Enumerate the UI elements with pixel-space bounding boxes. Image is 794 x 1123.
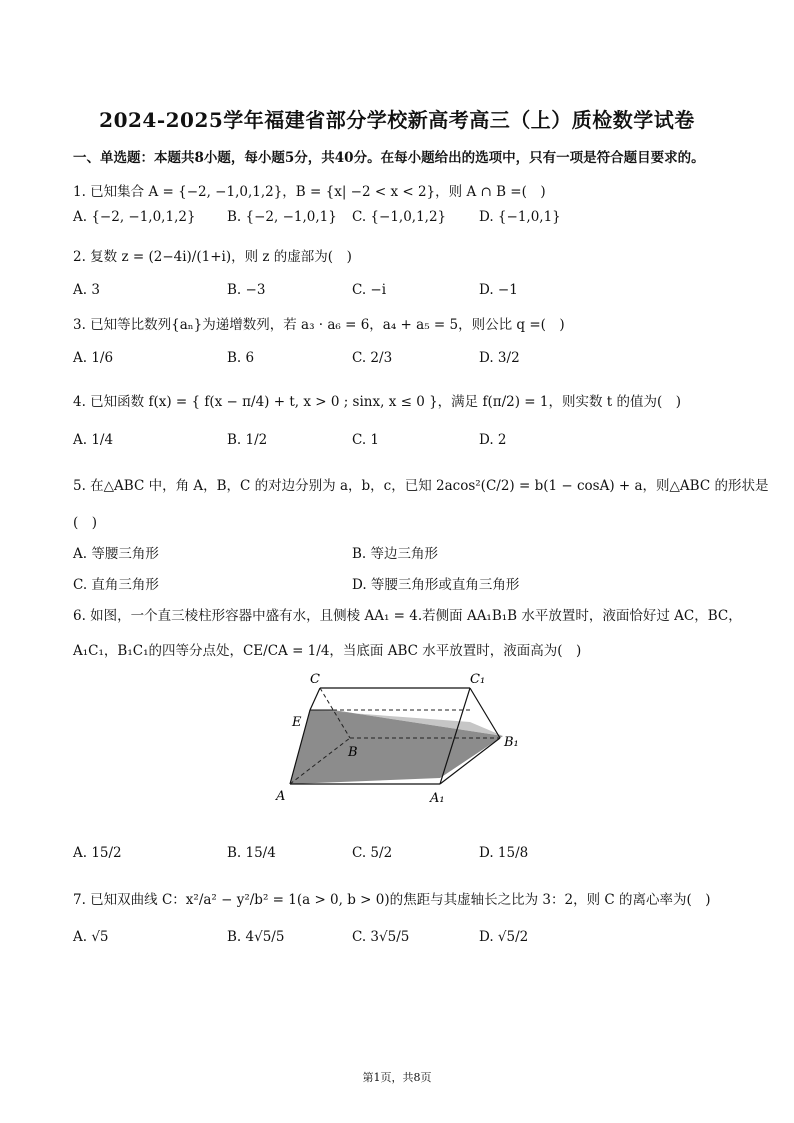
q2-option-a: A. 3	[73, 282, 100, 298]
question-2: 2. 复数 z = (2−4i)/(1+i)，则 z 的虚部为( )	[73, 249, 352, 265]
question-4: 4. 已知函数 f(x) = { f(x − π/4) + t, x > 0 ; sinx, x ≤ 0 }，满足 f(π/2) = 1，则实数 t 的值为( )	[73, 394, 682, 410]
question-5-cont: ( )	[73, 515, 98, 531]
q4-option-d: D. 2	[479, 432, 507, 448]
prism-figure	[270, 668, 530, 808]
question-6: 6. 如图，一个直三棱柱形容器中盛有水，且侧棱 AA₁ = 4.若侧面 AA₁B₁B 水平放置时，液面恰好过 AC，BC，	[73, 608, 742, 624]
q2-option-c: C. −i	[352, 282, 387, 298]
q2-option-d: D. −1	[479, 282, 518, 298]
q1-option-d: D. {−1,0,1}	[479, 209, 561, 225]
q3-option-b: B. 6	[227, 350, 255, 366]
label-b: B	[348, 745, 358, 760]
page-footer: 第1页，共8页	[362, 1071, 432, 1084]
section-heading: 一、单选题：本题共8小题，每小题5分，共40分。在每小题给出的选项中，只有一项是符合题目要求的。	[73, 150, 705, 166]
q3-option-a: A. 1/6	[73, 350, 114, 366]
label-e: E	[292, 715, 302, 730]
q3-option-c: C. 2/3	[352, 350, 393, 366]
question-1: 1. 已知集合 A = {−2, −1,0,1,2}，B = {x| −2 < x < 2}，则 A ∩ B =( )	[73, 184, 546, 200]
question-6-cont: A₁C₁，B₁C₁的四等分点处，CE/CA = 1/4，当底面 ABC 水平放置时，液面高为( )	[73, 643, 582, 659]
label-a1: A₁	[430, 791, 445, 806]
label-a: A	[276, 789, 286, 804]
q1-option-c: C. {−1,0,1,2}	[352, 209, 447, 225]
q7-option-a: A. √5	[73, 929, 109, 945]
water-region	[290, 710, 503, 784]
q5-option-c: C. 直角三角形	[73, 577, 159, 593]
label-b1: B₁	[504, 735, 519, 750]
question-5: 5. 在△ABC 中，角 A，B，C 的对边分别为 a，b，c，已知 2acos²(C/2) = b(1 − cosA) + a，则△ABC 的形状是	[73, 478, 769, 494]
q1-option-b: B. {−2, −1,0,1}	[227, 209, 337, 225]
q6-option-c: C. 5/2	[352, 845, 393, 861]
page-title: 2024-2025学年福建省部分学校新高考高三（上）质检数学试卷	[99, 108, 695, 132]
q2-option-b: B. −3	[227, 282, 266, 298]
q4-option-c: C. 1	[352, 432, 380, 448]
q5-option-d: D. 等腰三角形或直角三角形	[352, 577, 520, 593]
question-7: 7. 已知双曲线 C：x²/a² − y²/b² = 1(a > 0, b > 0)的焦距与其虚轴长之比为 3：2，则 C 的离心率为( )	[73, 892, 711, 908]
q5-option-b: B. 等边三角形	[352, 546, 439, 562]
q6-option-a: A. 15/2	[73, 845, 122, 861]
q5-option-a: A. 等腰三角形	[73, 546, 159, 562]
label-c: C	[310, 672, 320, 687]
q1-option-a: A. {−2, −1,0,1,2}	[73, 209, 196, 225]
q4-option-a: A. 1/4	[73, 432, 114, 448]
q7-option-b: B. 4√5/5	[227, 929, 285, 945]
q7-option-c: C. 3√5/5	[352, 929, 410, 945]
q7-option-d: D. √5/2	[479, 929, 529, 945]
q6-option-d: D. 15/8	[479, 845, 529, 861]
question-3: 3. 已知等比数列{aₙ}为递增数列，若 a₃ · a₆ = 6，a₄ + a₅ = 5，则公比 q =( )	[73, 317, 565, 333]
label-c1: C₁	[470, 672, 486, 687]
q3-option-d: D. 3/2	[479, 350, 520, 366]
q4-option-b: B. 1/2	[227, 432, 268, 448]
q6-option-b: B. 15/4	[227, 845, 276, 861]
